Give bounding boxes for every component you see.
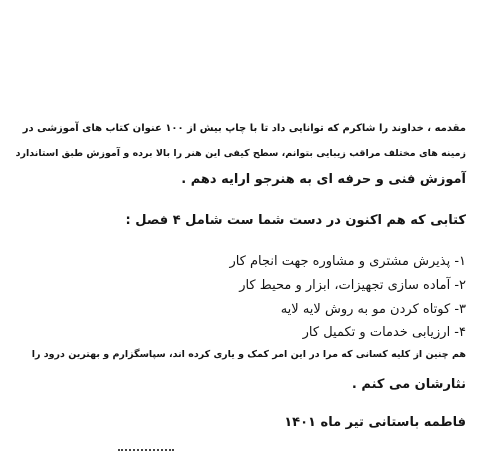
thanks-line-1: هم چنین از کلیه کسانی که مرا در این امر کمک و یاری کرده اند، سپاسگزارم و بهترین درود را [31, 349, 466, 360]
chapters-intro: کتابی که هم اکنون در دست شما ست شامل ۴ فصل : [125, 213, 466, 228]
signature: فاطمه باستانی تیر ماه ۱۴۰۱ [284, 415, 466, 430]
intro-line-1: مقدمه ، خداوند را شاکرم که توانایی داد تا با چاپ بیش از ۱۰۰ عنوان کتاب های آموزشی در [22, 123, 466, 134]
chapter-item-1: ۱- پذیرش مشتری و مشاوره جهت انجام کار [229, 254, 466, 269]
chapter-item-4: ۴- ارزیابی خدمات و تکمیل کار [302, 325, 466, 340]
thanks-line-2: نثارشان می کنم . [351, 377, 466, 392]
intro-line-3: آموزش فنی و حرفه ای به هنرجو ارایه دهم . [181, 172, 466, 187]
chapter-item-2: ۲- آماده سازی تجهیزات، ابزار و محیط کار [239, 278, 466, 293]
intro-line-2: زمینه های مختلف مراقب زیبایی بتوانم، سطح کیفی این هنر را بالا برده و آموزش طبق استاندارد [15, 148, 466, 159]
chapter-item-3: ۳- کوتاه کردن مو به روش لایه لایه [280, 302, 466, 317]
scan-artifact [118, 449, 174, 457]
